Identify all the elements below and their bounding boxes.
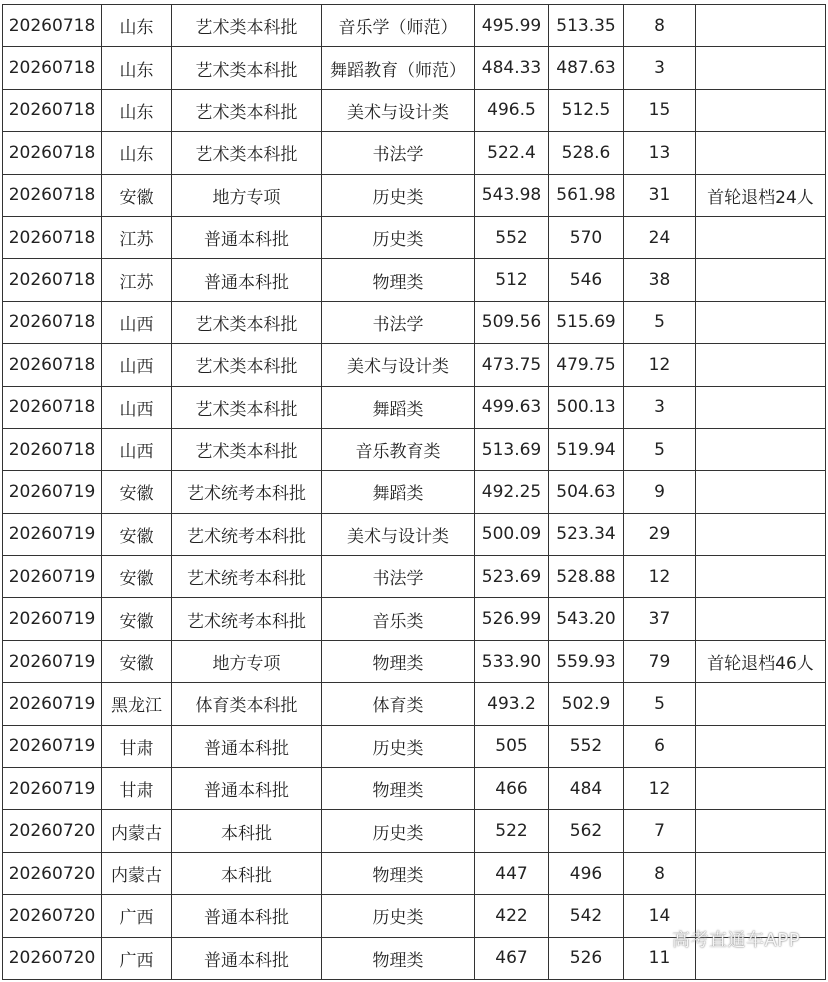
min-score-cell: 447 xyxy=(475,852,549,894)
count-cell: 12 xyxy=(624,556,696,598)
date-cell: 20260718 xyxy=(3,89,102,131)
min-score-cell: 484.33 xyxy=(475,47,549,89)
batch-cell: 艺术类本科批 xyxy=(172,132,322,174)
date-cell: 20260718 xyxy=(3,5,102,47)
count-cell: 9 xyxy=(624,471,696,513)
count-cell: 31 xyxy=(624,174,696,216)
min-score-cell: 533.90 xyxy=(475,640,549,682)
province-cell: 山东 xyxy=(102,47,172,89)
date-cell: 20260720 xyxy=(3,937,102,979)
table-row xyxy=(3,471,826,513)
note-cell xyxy=(696,428,826,470)
min-score-cell: 522 xyxy=(475,810,549,852)
table-row xyxy=(3,640,826,682)
min-score-cell: 512 xyxy=(475,259,549,301)
table-row xyxy=(3,852,826,894)
max-score-cell: 552 xyxy=(549,725,624,767)
max-score-cell: 502.9 xyxy=(549,683,624,725)
max-score-cell: 484 xyxy=(549,768,624,810)
date-cell: 20260718 xyxy=(3,132,102,174)
min-score-cell: 495.99 xyxy=(475,5,549,47)
province-cell: 广西 xyxy=(102,937,172,979)
max-score-cell: 559.93 xyxy=(549,640,624,682)
province-cell: 内蒙古 xyxy=(102,810,172,852)
min-score-cell: 522.4 xyxy=(475,132,549,174)
batch-cell: 艺术统考本科批 xyxy=(172,556,322,598)
count-cell: 8 xyxy=(624,852,696,894)
count-cell: 11 xyxy=(624,937,696,979)
date-cell: 20260719 xyxy=(3,556,102,598)
province-cell: 安徽 xyxy=(102,471,172,513)
min-score-cell: 496.5 xyxy=(475,89,549,131)
subject-cell: 舞蹈类 xyxy=(322,471,475,513)
batch-cell: 本科批 xyxy=(172,810,322,852)
max-score-cell: 546 xyxy=(549,259,624,301)
province-cell: 山西 xyxy=(102,386,172,428)
subject-cell: 美术与设计类 xyxy=(322,344,475,386)
max-score-cell: 500.13 xyxy=(549,386,624,428)
max-score-cell: 479.75 xyxy=(549,344,624,386)
table-row xyxy=(3,174,826,216)
count-cell: 3 xyxy=(624,386,696,428)
subject-cell: 美术与设计类 xyxy=(322,513,475,555)
subject-cell: 物理类 xyxy=(322,259,475,301)
max-score-cell: 570 xyxy=(549,216,624,258)
subject-cell: 物理类 xyxy=(322,768,475,810)
table-row xyxy=(3,725,826,767)
note-cell xyxy=(696,768,826,810)
table-row xyxy=(3,132,826,174)
max-score-cell: 543.20 xyxy=(549,598,624,640)
min-score-cell: 552 xyxy=(475,216,549,258)
province-cell: 山东 xyxy=(102,132,172,174)
note-cell xyxy=(696,216,826,258)
note-cell xyxy=(696,513,826,555)
min-score-cell: 492.25 xyxy=(475,471,549,513)
table-row xyxy=(3,344,826,386)
min-score-cell: 467 xyxy=(475,937,549,979)
table-body xyxy=(3,5,826,980)
note-cell xyxy=(696,683,826,725)
note-cell: 首轮退档46人 xyxy=(696,640,826,682)
date-cell: 20260720 xyxy=(3,810,102,852)
province-cell: 山东 xyxy=(102,5,172,47)
note-cell xyxy=(696,810,826,852)
count-cell: 5 xyxy=(624,428,696,470)
province-cell: 安徽 xyxy=(102,640,172,682)
admission-score-table xyxy=(2,4,826,980)
batch-cell: 艺术类本科批 xyxy=(172,301,322,343)
table-row xyxy=(3,216,826,258)
date-cell: 20260718 xyxy=(3,386,102,428)
max-score-cell: 562 xyxy=(549,810,624,852)
date-cell: 20260719 xyxy=(3,513,102,555)
note-cell xyxy=(696,556,826,598)
province-cell: 内蒙古 xyxy=(102,852,172,894)
date-cell: 20260718 xyxy=(3,174,102,216)
batch-cell: 普通本科批 xyxy=(172,259,322,301)
min-score-cell: 473.75 xyxy=(475,344,549,386)
min-score-cell: 493.2 xyxy=(475,683,549,725)
province-cell: 安徽 xyxy=(102,174,172,216)
note-cell xyxy=(696,132,826,174)
province-cell: 山西 xyxy=(102,428,172,470)
max-score-cell: 487.63 xyxy=(549,47,624,89)
date-cell: 20260719 xyxy=(3,471,102,513)
note-cell xyxy=(696,725,826,767)
min-score-cell: 513.69 xyxy=(475,428,549,470)
province-cell: 黑龙江 xyxy=(102,683,172,725)
table-row xyxy=(3,89,826,131)
table-row xyxy=(3,598,826,640)
date-cell: 20260719 xyxy=(3,725,102,767)
province-cell: 安徽 xyxy=(102,513,172,555)
batch-cell: 体育类本科批 xyxy=(172,683,322,725)
subject-cell: 美术与设计类 xyxy=(322,89,475,131)
province-cell: 安徽 xyxy=(102,556,172,598)
province-cell: 安徽 xyxy=(102,598,172,640)
count-cell: 5 xyxy=(624,301,696,343)
note-cell: 首轮退档24人 xyxy=(696,174,826,216)
note-cell xyxy=(696,259,826,301)
batch-cell: 艺术统考本科批 xyxy=(172,471,322,513)
min-score-cell: 422 xyxy=(475,895,549,937)
province-cell: 山西 xyxy=(102,344,172,386)
max-score-cell: 542 xyxy=(549,895,624,937)
date-cell: 20260719 xyxy=(3,598,102,640)
province-cell: 甘肃 xyxy=(102,725,172,767)
min-score-cell: 500.09 xyxy=(475,513,549,555)
batch-cell: 本科批 xyxy=(172,852,322,894)
subject-cell: 物理类 xyxy=(322,640,475,682)
date-cell: 20260718 xyxy=(3,301,102,343)
min-score-cell: 523.69 xyxy=(475,556,549,598)
count-cell: 14 xyxy=(624,895,696,937)
watermark-text: 高考直通车APP xyxy=(671,930,800,951)
subject-cell: 书法学 xyxy=(322,301,475,343)
table-row xyxy=(3,301,826,343)
province-cell: 山西 xyxy=(102,301,172,343)
date-cell: 20260718 xyxy=(3,47,102,89)
batch-cell: 艺术类本科批 xyxy=(172,47,322,89)
subject-cell: 历史类 xyxy=(322,725,475,767)
date-cell: 20260718 xyxy=(3,344,102,386)
count-cell: 3 xyxy=(624,47,696,89)
batch-cell: 普通本科批 xyxy=(172,216,322,258)
table-row xyxy=(3,47,826,89)
min-score-cell: 526.99 xyxy=(475,598,549,640)
max-score-cell: 528.6 xyxy=(549,132,624,174)
max-score-cell: 512.5 xyxy=(549,89,624,131)
table-row xyxy=(3,556,826,598)
max-score-cell: 523.34 xyxy=(549,513,624,555)
date-cell: 20260719 xyxy=(3,683,102,725)
batch-cell: 艺术统考本科批 xyxy=(172,598,322,640)
batch-cell: 艺术类本科批 xyxy=(172,386,322,428)
min-score-cell: 499.63 xyxy=(475,386,549,428)
min-score-cell: 543.98 xyxy=(475,174,549,216)
note-cell xyxy=(696,47,826,89)
subject-cell: 音乐学（师范） xyxy=(322,5,475,47)
table-row xyxy=(3,810,826,852)
count-cell: 15 xyxy=(624,89,696,131)
count-cell: 13 xyxy=(624,132,696,174)
province-cell: 山东 xyxy=(102,89,172,131)
subject-cell: 历史类 xyxy=(322,810,475,852)
province-cell: 甘肃 xyxy=(102,768,172,810)
table-row xyxy=(3,683,826,725)
table-row xyxy=(3,259,826,301)
table-row xyxy=(3,513,826,555)
note-cell xyxy=(696,5,826,47)
subject-cell: 音乐教育类 xyxy=(322,428,475,470)
note-cell xyxy=(696,598,826,640)
province-cell: 江苏 xyxy=(102,259,172,301)
table-row xyxy=(3,768,826,810)
subject-cell: 舞蹈教育（师范） xyxy=(322,47,475,89)
date-cell: 20260720 xyxy=(3,895,102,937)
date-cell: 20260718 xyxy=(3,259,102,301)
subject-cell: 物理类 xyxy=(322,852,475,894)
count-cell: 37 xyxy=(624,598,696,640)
date-cell: 20260718 xyxy=(3,428,102,470)
count-cell: 24 xyxy=(624,216,696,258)
batch-cell: 地方专项 xyxy=(172,640,322,682)
batch-cell: 艺术类本科批 xyxy=(172,5,322,47)
province-cell: 广西 xyxy=(102,895,172,937)
subject-cell: 物理类 xyxy=(322,937,475,979)
count-cell: 79 xyxy=(624,640,696,682)
note-cell xyxy=(696,89,826,131)
batch-cell: 普通本科批 xyxy=(172,768,322,810)
batch-cell: 艺术类本科批 xyxy=(172,428,322,470)
max-score-cell: 504.63 xyxy=(549,471,624,513)
count-cell: 12 xyxy=(624,768,696,810)
max-score-cell: 513.35 xyxy=(549,5,624,47)
min-score-cell: 505 xyxy=(475,725,549,767)
batch-cell: 普通本科批 xyxy=(172,895,322,937)
count-cell: 29 xyxy=(624,513,696,555)
batch-cell: 普通本科批 xyxy=(172,937,322,979)
count-cell: 6 xyxy=(624,725,696,767)
note-cell xyxy=(696,386,826,428)
max-score-cell: 561.98 xyxy=(549,174,624,216)
min-score-cell: 509.56 xyxy=(475,301,549,343)
max-score-cell: 526 xyxy=(549,937,624,979)
subject-cell: 书法学 xyxy=(322,132,475,174)
date-cell: 20260719 xyxy=(3,768,102,810)
batch-cell: 普通本科批 xyxy=(172,725,322,767)
batch-cell: 地方专项 xyxy=(172,174,322,216)
subject-cell: 舞蹈类 xyxy=(322,386,475,428)
note-cell xyxy=(696,471,826,513)
max-score-cell: 519.94 xyxy=(549,428,624,470)
table-row xyxy=(3,428,826,470)
table-row xyxy=(3,386,826,428)
subject-cell: 体育类 xyxy=(322,683,475,725)
batch-cell: 艺术统考本科批 xyxy=(172,513,322,555)
count-cell: 8 xyxy=(624,5,696,47)
note-cell xyxy=(696,301,826,343)
date-cell: 20260720 xyxy=(3,852,102,894)
note-cell xyxy=(696,344,826,386)
min-score-cell: 466 xyxy=(475,768,549,810)
max-score-cell: 528.88 xyxy=(549,556,624,598)
table-row xyxy=(3,5,826,47)
count-cell: 5 xyxy=(624,683,696,725)
date-cell: 20260719 xyxy=(3,640,102,682)
subject-cell: 书法学 xyxy=(322,556,475,598)
subject-cell: 历史类 xyxy=(322,174,475,216)
date-cell: 20260718 xyxy=(3,216,102,258)
count-cell: 7 xyxy=(624,810,696,852)
province-cell: 江苏 xyxy=(102,216,172,258)
count-cell: 12 xyxy=(624,344,696,386)
count-cell: 38 xyxy=(624,259,696,301)
batch-cell: 艺术类本科批 xyxy=(172,89,322,131)
max-score-cell: 515.69 xyxy=(549,301,624,343)
note-cell xyxy=(696,852,826,894)
subject-cell: 历史类 xyxy=(322,216,475,258)
batch-cell: 艺术类本科批 xyxy=(172,344,322,386)
subject-cell: 音乐类 xyxy=(322,598,475,640)
max-score-cell: 496 xyxy=(549,852,624,894)
subject-cell: 历史类 xyxy=(322,895,475,937)
